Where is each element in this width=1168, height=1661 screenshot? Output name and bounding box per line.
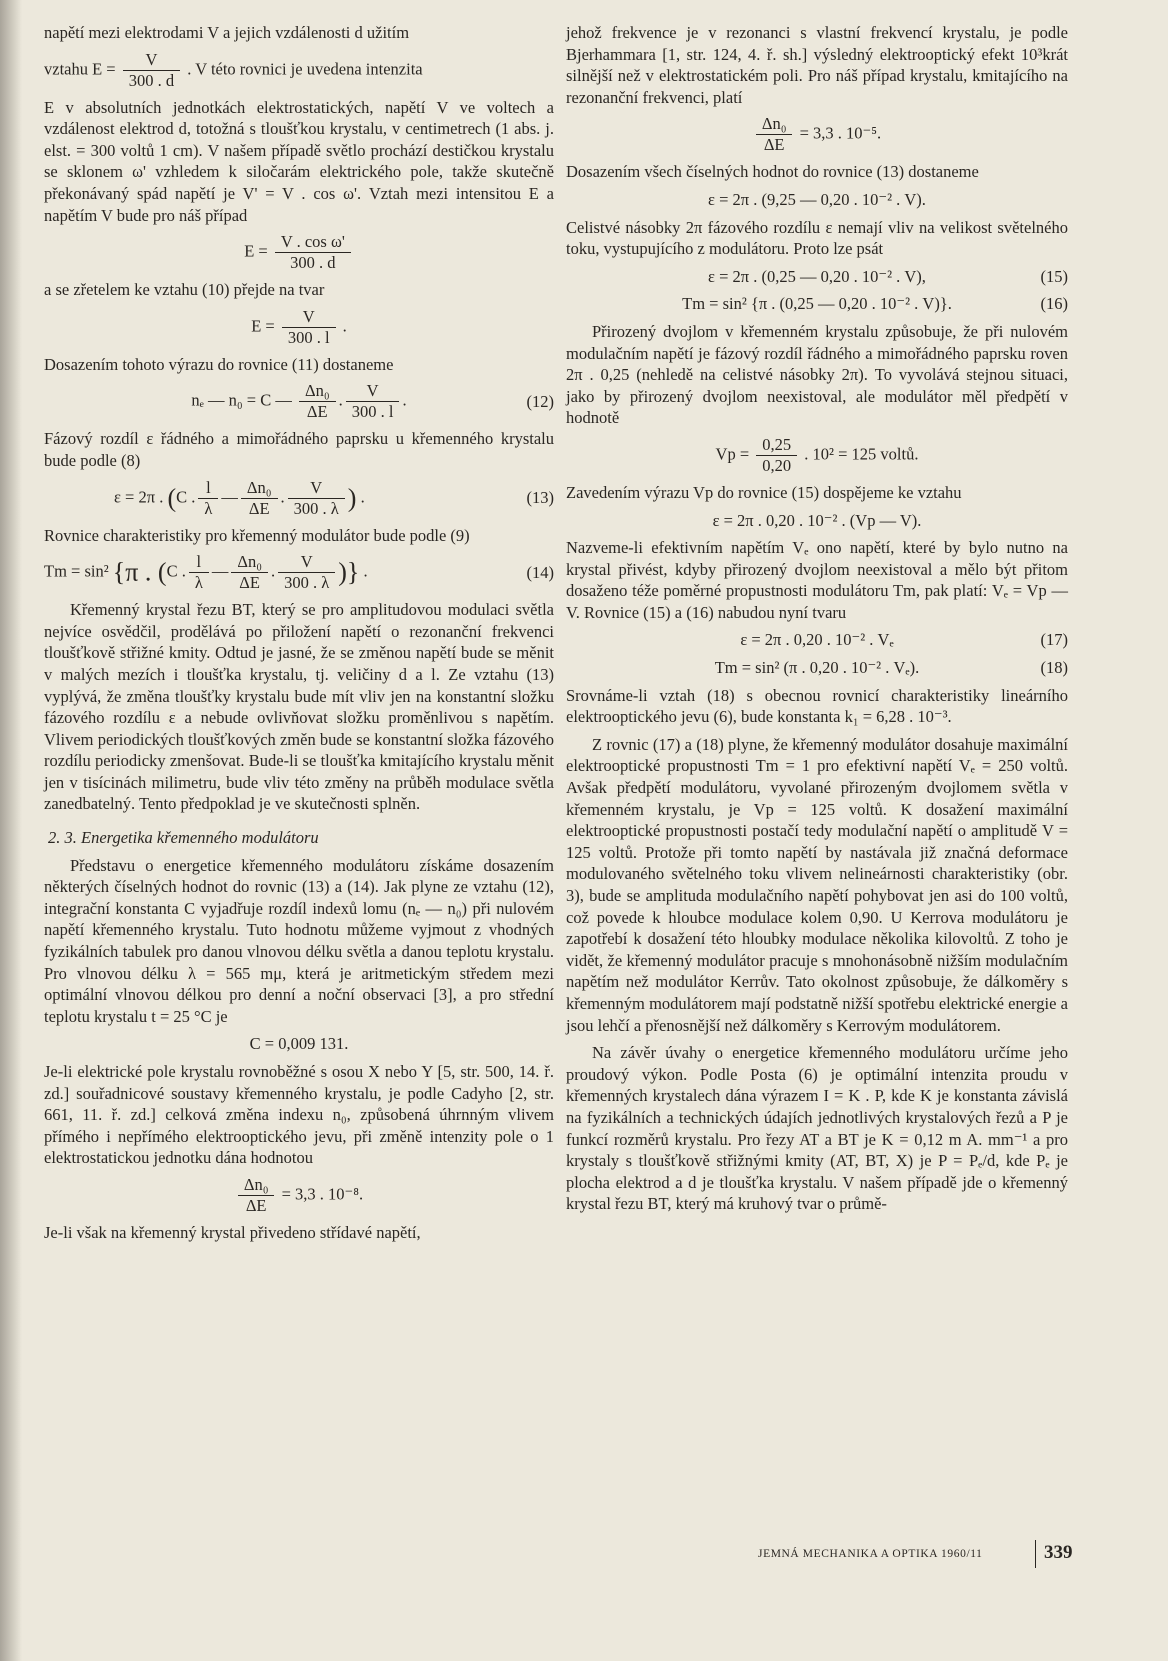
equation-operator: .	[338, 390, 343, 410]
paragraph: Na závěr úvahy o energetice křemenného modulátoru určíme jeho proudový výkon. Podle Posta (6) je optimální intenzita proudu v křemenných krystalech dána výrazem I = K . P, kde K je konstanta závislá na fyzikálních a technických údajích jednotlivých krystalových řezů a P je funkcí rozměrů krystalu. Pro řezy AT a BT je K = 0,12 m A. mm⁻¹ a pro krystaly s tloušťkově střižnými kmity (AT, BT, X) je P = Pₑ/d, kde Pₑ je plocha elektrod a d je tloušťka krystalu. V našem případě jde o křemenný krystal řezu BT, který má kruhový tvar o průmě-	[566, 1043, 1068, 1214]
fraction	[238, 1175, 275, 1216]
paragraph: Je-li elektrické pole krystalu rovnoběžné s osou X nebo Y [5, str. 500, 14. ř. zd.] souřadnicové soustavy křemenného krystalu, je podle Cadyho [2, str. 661, 11. ř. zd.] celková změna indexu n₀, způsobená úhrnným vlivem přímého i nepřímého elektrooptického jevu, při změně intenzity pole o 1 elektrostatickou jednotku dána hodnotou	[44, 1062, 554, 1168]
equation	[566, 629, 1068, 651]
equation	[566, 435, 1068, 476]
equation-operator: .	[270, 561, 276, 581]
paragraph: Křemenný krystal řezu BT, který se pro amplitudovou modulaci světla nejvíce osvědčil, prodělává po přiložení napětí o rezonanční frekvenci tloušťkově střižné kmity. Odtud je jasné, že se změnou napětí bude se měnit v malých mezích i tloušťka krystalu, tj. veličiny d a l. Ze vztahu (13) vyplývá, že změna tloušťky krystalu bude mít vliv jen na konstantní složku fázového rozdílu ε a nebude ovlivňovat složku proměnlivou s napětím. Vlivem periodických tloušťkových změn bude se konstantní složka fázového rozdílu periodicky zmenšovat. Bude-li se tloušťka kmitajícího krystalu měnit jen v tisícinách milimetru, bude vliv této změny na průběh modulace světla zanedbatelný. Tento předpoklad je ve skutečnosti splněn.	[44, 600, 554, 814]
fraction	[189, 552, 209, 593]
equation-number: (14)	[526, 562, 554, 582]
paragraph: Rovnice charakteristiky pro křemenný modulátor bude podle (9)	[44, 525, 470, 545]
fraction-denominator: ΔE	[306, 402, 328, 422]
fraction-denominator: λ	[194, 573, 203, 593]
fraction-numerator: V	[278, 552, 335, 573]
equation-number: (13)	[526, 488, 554, 508]
fraction-numerator: Δn₀	[299, 381, 336, 402]
fraction-denominator: ΔE	[248, 498, 270, 518]
fraction-denominator: λ	[204, 498, 213, 518]
equation-operator: —	[211, 561, 229, 581]
fraction-denominator: 300 . λ	[293, 498, 339, 518]
equation-rhs: = 3,3 . 10⁻⁸.	[281, 1184, 364, 1204]
equation-lhs: vztahu E =	[44, 58, 116, 78]
equation-number: (15)	[1040, 266, 1068, 286]
right-column	[566, 22, 1068, 1221]
equation-lhs: E =	[251, 316, 275, 336]
fraction-numerator: Δn₀	[231, 552, 268, 573]
paragraph: Je-li však na křemenný krystal přivedeno střídavé napětí,	[44, 1222, 421, 1242]
equation-expression: ε = 2π . 0,20 . 10⁻² . Vₑ	[740, 630, 894, 650]
fraction	[288, 478, 345, 519]
paragraph: Celistvé násobky 2π fázového rozdílu ε nemají vliv na velikost světelného toku, vystupujícího z modulátoru. Proto lze psát	[566, 217, 1068, 259]
equation-lhs: E =	[244, 241, 268, 261]
page-number: 339	[1044, 1542, 1073, 1563]
fraction-numerator: V	[288, 478, 345, 499]
equation	[44, 50, 554, 91]
fraction-numerator: V	[282, 307, 336, 328]
equation-part: C .	[176, 486, 196, 506]
fraction-numerator: V . cos ω'	[275, 232, 351, 253]
equation-expression: Tm = sin² {π . (0,25 — 0,20 . 10⁻² . V)}.	[682, 294, 952, 314]
equation-rhs: . 10² = 125 voltů.	[804, 444, 919, 464]
paragraph: Z rovnic (17) a (18) plyne, že křemenný modulátor dosahuje maximální elektrooptické propustnosti Tm = 1 pro efektivní napětí Vₑ = 250 voltů. Avšak předpětí modulátoru, vyvolané přirozeným dvojlomem světla v křemenném krystalu, je Vp = 125 voltů. K dosažení maximální elektrooptické propustnosti postačí tedy modulační napětí o amplitudě V = 125 voltů. Protože při tomto napětí by nastávala již značná deformace modulovaného světelného toku vlivem nelineárnosti charakteristiky (obr. 3), bude se amplituda modulačního napětí pohybovat jen asi do 100 voltů, což povede k hloubce modulace kolem 0,90. U Kerrova modulátoru je zapotřebí k dosažení této hloubky modulace několika kilovoltů. Z toho je vidět, že křemenný modulátor pracuje s mnohonásobně nižším modulačním napětím než modulátor Kerrův. Tato okolnost způsobuje, že dálkoměry s křemenným modulátorem mají podstatně nižší spotřebu elektrické energie a jsou lehčí a přenosnější než dálkoměry s Kerrovým modulátorem.	[566, 734, 1068, 1035]
fraction-denominator: 300 . l	[351, 402, 394, 422]
equation: ε = 2π . 0,20 . 10⁻² . (Vp — V).	[712, 510, 922, 530]
equation-number: (16)	[1040, 294, 1068, 314]
journal-title: JEMNÁ MECHANIKA A OPTIKA 1960/11	[758, 1548, 983, 1560]
fraction-numerator: l	[189, 552, 209, 573]
section-heading: 2. 3. Energetika křemenného modulátoru	[48, 828, 319, 848]
fraction-numerator: l	[198, 478, 218, 499]
equation-number: (12)	[526, 392, 554, 412]
fraction-numerator: 0,25	[756, 435, 797, 456]
fraction-numerator: Δn₀	[756, 114, 793, 135]
fraction-numerator: Δn₀	[238, 1175, 275, 1196]
equation-operator: —	[221, 486, 238, 506]
paragraph: Nazveme-li efektivním napětím Vₑ ono napětí, které by bylo nutno na krystal přivést, kdyby přirozený dvojlom neexistoval a mělo být přitom dosaženo téže poměrné propustnosti modulátoru Tm, pak platí: Vₑ = Vp — V. Rovnice (15) a (16) nabudou nyní tvaru	[566, 538, 1068, 622]
paragraph: Fázový rozdíl ε řádného a mimořádného paprsku u křemenného krystalu bude podle (8)	[44, 429, 554, 470]
page-spine-shadow	[0, 0, 22, 1661]
fraction-numerator: V	[123, 50, 180, 71]
fraction-denominator: ΔE	[245, 1195, 267, 1215]
equation	[566, 657, 1068, 679]
equation	[566, 293, 1068, 315]
fraction	[278, 552, 335, 593]
equation-lhs: ε = 2π .	[114, 486, 164, 506]
equation	[44, 478, 554, 519]
paragraph: Srovnáme-li vztah (18) s obecnou rovnicí charakteristiky lineárního elektrooptického jevu (6), bude konstanta k₁ = 6,28 . 10⁻³.	[566, 685, 1068, 727]
paragraph: jehož frekvence je v rezonanci s vlastní frekvencí krystalu, je podle Bjerhammara [1, str. 124, 4. ř. sh.] výsledný elektrooptický efekt 10³krát silnější než v elektrostatickém poli. Pro náš případ krystalu, kmitajícího na rezonanční frekvenci, platí	[566, 23, 1068, 107]
equation	[44, 552, 554, 593]
fraction-denominator: 300 . d	[128, 70, 175, 90]
equation	[44, 381, 554, 422]
equation-bracket-open: {π . (	[112, 557, 167, 587]
footer-divider	[1035, 1540, 1036, 1568]
fraction-numerator: Δn₀	[241, 478, 278, 499]
fraction-denominator: 0,20	[762, 455, 792, 475]
fraction	[346, 381, 400, 422]
equation-rhs: .	[363, 561, 368, 581]
fraction	[123, 50, 180, 91]
equation-part: C .	[166, 561, 186, 581]
equation-lhs: Vp =	[715, 444, 750, 464]
paragraph: Přirozený dvojlom v křemenném krystalu způsobuje, že při nulovém modulačním napětí je fázový rozdíl řádného a mimořádného paprsku roven 2π . 0,25 (nehledě na celistvé násobky 2π). To vyvolává stejnou situaci, jako by přirozený dvojlom neexistoval, ale modulátor měl předpětí v hodnotě	[566, 321, 1068, 428]
fraction	[756, 435, 797, 476]
equation-number: (17)	[1040, 630, 1068, 650]
equation-lhs: Tm = sin²	[44, 561, 109, 581]
fraction	[275, 232, 351, 273]
equation	[44, 232, 554, 273]
equation-operator: .	[280, 486, 285, 506]
paragraph: a se zřetelem ke vztahu (10) přejde na tvar	[44, 280, 325, 300]
fraction	[299, 381, 336, 422]
fraction	[198, 478, 218, 519]
fraction	[231, 552, 268, 593]
paragraph: Zavedením výrazu Vp do rovnice (15) dospějeme ke vztahu	[566, 482, 962, 502]
equation-rhs: . V této rovnici je uvedena intenzita	[187, 58, 423, 78]
equation-number: (18)	[1040, 658, 1068, 678]
equation-rhs: .	[402, 390, 407, 410]
equation-expression: ε = 2π . (0,25 — 0,20 . 10⁻² . V),	[708, 266, 926, 286]
fraction	[282, 307, 336, 348]
paragraph: E v absolutních jednotkách elektrostatických, napětí V ve voltech a vzdálenost elektrod d, totožná s tloušťkou krystalu, v centimetrech (1 abs. j. elst. = 300 voltů 1 cm). V našem případě světlo prochází destičkou krystalu se sklonem ω' vzhledem k siločarám elektrického pole, takže skutečně překonávaný spád napětí je V' = V . cos ω'. Vztah mezi intensitou E a napětím V bude pro náš případ	[44, 97, 554, 225]
paragraph: Dosazením tohoto výrazu do rovnice (11) dostaneme	[44, 354, 394, 374]
equation	[566, 114, 1068, 155]
equation	[44, 1175, 554, 1216]
equation: C = 0,009 131.	[249, 1034, 349, 1054]
equation-bracket-open: (	[167, 483, 177, 513]
fraction-denominator: ΔE	[239, 573, 260, 593]
fraction	[241, 478, 278, 519]
equation-bracket-close: )}	[338, 557, 360, 587]
equation-lhs: nₑ — n₀ = C —	[191, 390, 292, 410]
equation	[44, 307, 554, 348]
paragraph: Dosazením všech číselných hodnot do rovnice (13) dostaneme	[566, 162, 979, 182]
fraction-denominator: ΔE	[763, 135, 785, 155]
fraction	[756, 114, 793, 155]
equation-rhs: = 3,3 . 10⁻⁵.	[799, 123, 882, 143]
paragraph: napětí mezi elektrodami V a jejich vzdálenosti d užitím	[44, 23, 410, 42]
equation-bracket-close: )	[347, 483, 357, 513]
equation-rhs: .	[360, 486, 365, 506]
fraction-denominator: 300 . λ	[284, 573, 330, 593]
left-column	[44, 22, 554, 1250]
equation-rhs: .	[342, 316, 347, 336]
fraction-denominator: 300 . d	[290, 253, 336, 273]
paragraph: Představu o energetice křemenného modulátoru získáme dosazením některých číselných hodnot do rovnic (13) a (14). Jak plyne ze vztahu (12), integrační konstanta C vyjadřuje rozdíl indexů lomu (nₑ — n₀) při nulovém napětí křemenného krystalu. Tuto hodnotu můžeme vyjmout z vhodných fyzikálních tabulek pro danou vlnovou délku světla a danou teplotu krystalu. Pro vlnovou délku λ = 565 mμ, která je aritmetickým středem mezi optimální vlnovou délkou pro denní a noční observaci [3], a pro střední teplotu krystalu t = 25 °C je	[44, 855, 554, 1026]
equation-expression: Tm = sin² (π . 0,20 . 10⁻² . Vₑ).	[714, 658, 920, 678]
fraction-denominator: 300 . l	[287, 327, 330, 347]
equation: ε = 2π . (9,25 — 0,20 . 10⁻² . V).	[708, 189, 926, 209]
fraction-numerator: V	[346, 381, 400, 402]
equation	[566, 266, 1068, 288]
